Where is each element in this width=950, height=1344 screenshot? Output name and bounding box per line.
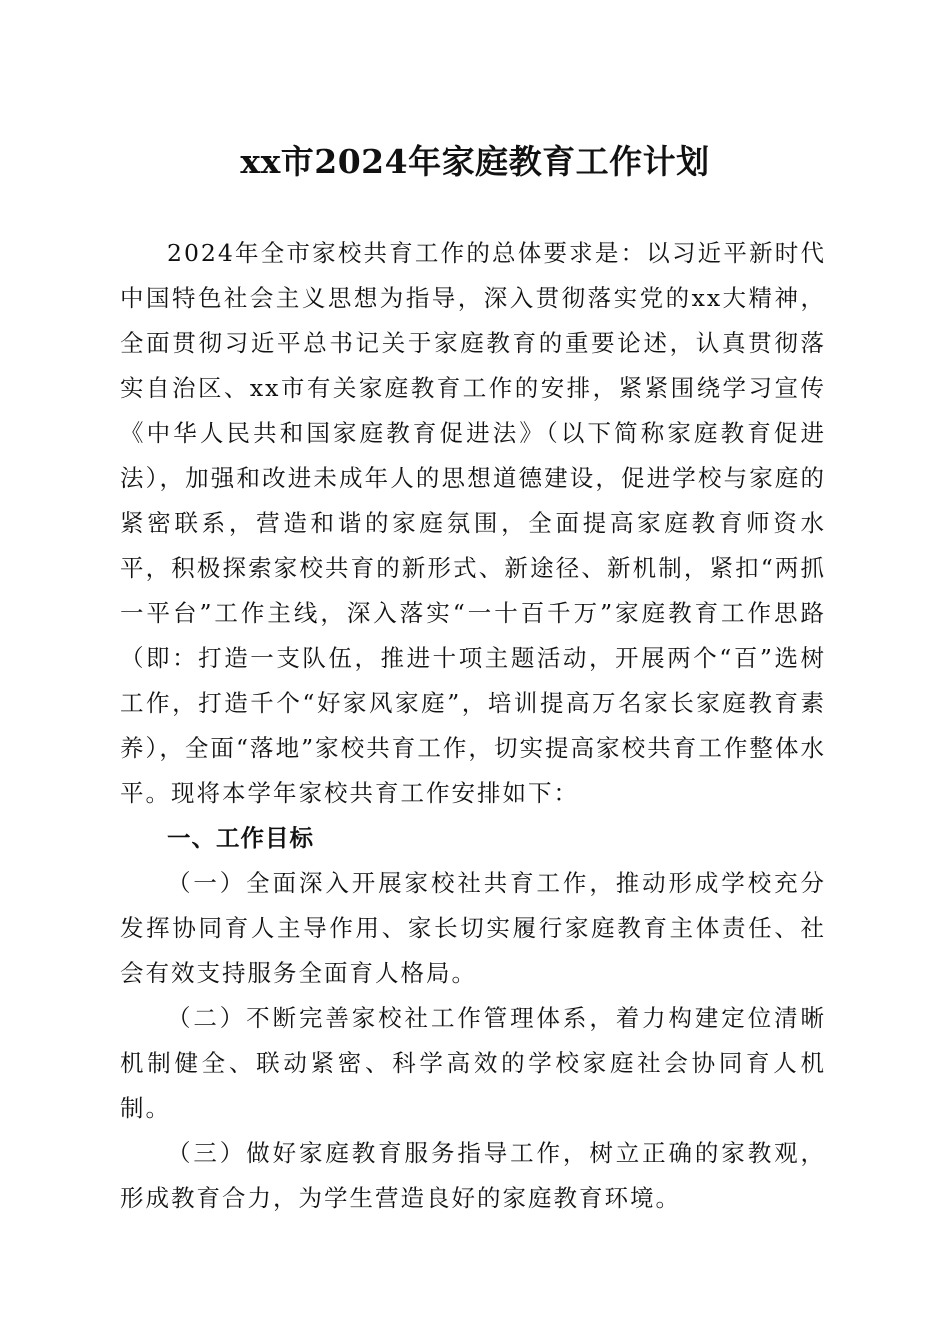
section-heading-work-goals: 一、工作目标 <box>167 824 314 852</box>
intro-paragraph: 2024年全市家校共育工作的总体要求是：以习近平新时代中国特色社会主义思想为指导，深入贯彻落实党的xx大精神，全面贯彻习近平总书记关于家庭教育的重要论述，认真贯彻落实自治区、xx市有关家庭教育工作的安排，紧紧围绕学习宣传《中华人民共和国家庭教育促进法》（以下简称家庭教育促进法），加强和改进未成年人的思想道德建设，促进学校与家庭的紧密联系，营造和谐的家庭氛围，全面提高家庭教育师资水平，积极探索家校共育的新形式、新途径、新机制，紧扣“两抓一平台”工作主线，深入落实“一十百千万”家庭教育工作思路（即：打造一支队伍，推进十项主题活动，开展两个“百”选树工作，打造千个“好家风家庭”，培训提高万名家长家庭教育素养），全面“落地”家校共育工作，切实提高家校共育工作整体水平。现将本学年家校共育工作安排如下： <box>120 239 826 807</box>
goal-paragraph-1: （一）全面深入开展家校社共育工作，推动形成学校充分发挥协同育人主导作用、家长切实履行家庭教育主体责任、社会有效支持服务全面育人格局。 <box>120 869 826 987</box>
goal-paragraph-3: （三）做好家庭教育服务指导工作，树立正确的家教观，形成教育合力，为学生营造良好的家庭教育环境。 <box>120 1139 826 1212</box>
document-title: xx市2024年家庭教育工作计划 <box>240 142 710 181</box>
goal-paragraph-2: （二）不断完善家校社工作管理体系，着力构建定位清晰机制健全、联动紧密、科学高效的学校家庭社会协同育人机制。 <box>120 1004 826 1122</box>
document-body <box>120 231 826 1221</box>
